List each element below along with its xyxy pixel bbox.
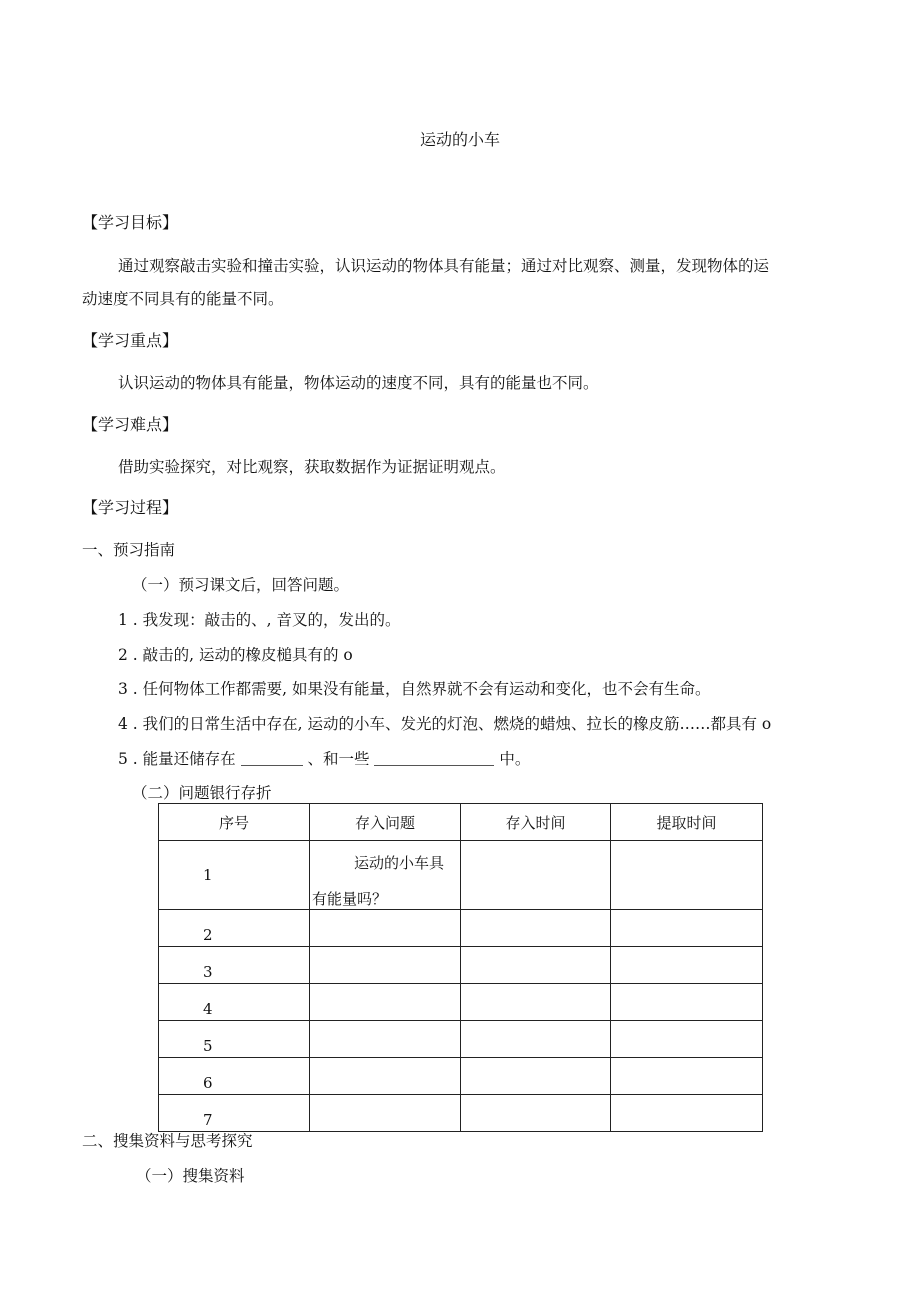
- question-cell: [310, 841, 461, 910]
- row-number: 7: [159, 1095, 310, 1132]
- blank-line-1: [241, 751, 303, 766]
- question-5-part-c: 中。: [499, 750, 531, 768]
- goal-heading: 【学习目标】: [82, 213, 179, 232]
- difficulty-heading: 【学习难点】: [82, 415, 179, 434]
- goal-text-line-1: 通过观察敲击实验和撞击实验，认识运动的物体具有能量；通过对比观察、测量，发现物体的运: [118, 257, 770, 275]
- question-2: 2 . 敲击的, 运动的橡皮槌具有的 o: [118, 646, 353, 664]
- part2-sub1: （一）搜集资料: [136, 1167, 245, 1185]
- question-1: 1 . 我发现：敲击的、, 音叉的，发出的。: [118, 611, 401, 629]
- withdraw-time-cell: [611, 1021, 763, 1058]
- withdraw-time-cell: [611, 910, 763, 947]
- withdraw-time-cell: [611, 1058, 763, 1095]
- row-number: 5: [159, 1021, 310, 1058]
- goal-text-line-2: 动速度不同具有的能量不同。: [82, 290, 284, 308]
- table-row: [159, 1021, 763, 1058]
- key-text: 认识运动的物体具有能量，物体运动的速度不同，具有的能量也不同。: [118, 374, 599, 392]
- row-number: 1: [159, 841, 310, 910]
- part2-heading: 二、搜集资料与思考探究: [82, 1132, 253, 1150]
- question-cell-line-1: 运动的小车具: [354, 854, 445, 872]
- table-row: [159, 984, 763, 1021]
- question-3: 3 . 任何物体工作都需要, 如果没有能量，自然界就不会有运动和变化，也不会有生命。: [118, 680, 711, 698]
- withdraw-time-cell: [611, 841, 763, 910]
- question-5-part-b: 、和一些: [307, 750, 370, 768]
- blank-line-2: [374, 751, 494, 766]
- deposit-time-cell: [461, 1095, 611, 1132]
- question-5: [118, 747, 530, 769]
- deposit-time-cell: [461, 841, 611, 910]
- difficulty-text: 借助实验探究，对比观察，获取数据作为证据证明观点。: [118, 458, 506, 476]
- question-cell-line-2: 有能量吗？: [312, 890, 388, 908]
- deposit-time-cell: [461, 947, 611, 984]
- header-cell-question: 存入问题: [310, 804, 461, 841]
- question-cell: [310, 947, 461, 984]
- table-row: [159, 1095, 763, 1132]
- table-row: [159, 841, 763, 910]
- question-cell: [310, 1058, 461, 1095]
- question-4: 4 . 我们的日常生活中存在, 运动的小车、发光的灯泡、燃烧的蜡烛、拉长的橡皮筋……都具有 o: [118, 715, 772, 733]
- deposit-time-cell: [461, 1021, 611, 1058]
- page-title: 运动的小车: [419, 130, 500, 149]
- withdraw-time-cell: [611, 947, 763, 984]
- table-row: [159, 947, 763, 984]
- question-cell: [310, 1095, 461, 1132]
- header-cell-withdraw-time: 提取时间: [611, 804, 763, 841]
- question-5-part-a: 5 . 能量还储存在: [118, 750, 236, 768]
- row-number: 6: [159, 1058, 310, 1095]
- header-cell-number: 序号: [159, 804, 310, 841]
- part1-heading: 一、预习指南: [82, 541, 176, 559]
- header-cell-deposit-time: 存入时间: [461, 804, 611, 841]
- question-cell: [310, 984, 461, 1021]
- table-row: [159, 1058, 763, 1095]
- withdraw-time-cell: [611, 984, 763, 1021]
- question-cell: [310, 910, 461, 947]
- key-heading: 【学习重点】: [82, 331, 179, 350]
- row-number: 3: [159, 947, 310, 984]
- withdraw-time-cell: [611, 1095, 763, 1132]
- part1-sub2: （二）问题银行存折: [132, 784, 272, 802]
- deposit-time-cell: [461, 910, 611, 947]
- process-heading: 【学习过程】: [82, 498, 179, 517]
- row-number: 4: [159, 984, 310, 1021]
- question-bank-table: [158, 803, 763, 1132]
- part1-sub1: （一）预习课文后，回答问题。: [132, 576, 350, 594]
- deposit-time-cell: [461, 1058, 611, 1095]
- table-row: [159, 910, 763, 947]
- deposit-time-cell: [461, 984, 611, 1021]
- question-cell: [310, 1021, 461, 1058]
- table-header-row: [159, 804, 763, 841]
- row-number: 2: [159, 910, 310, 947]
